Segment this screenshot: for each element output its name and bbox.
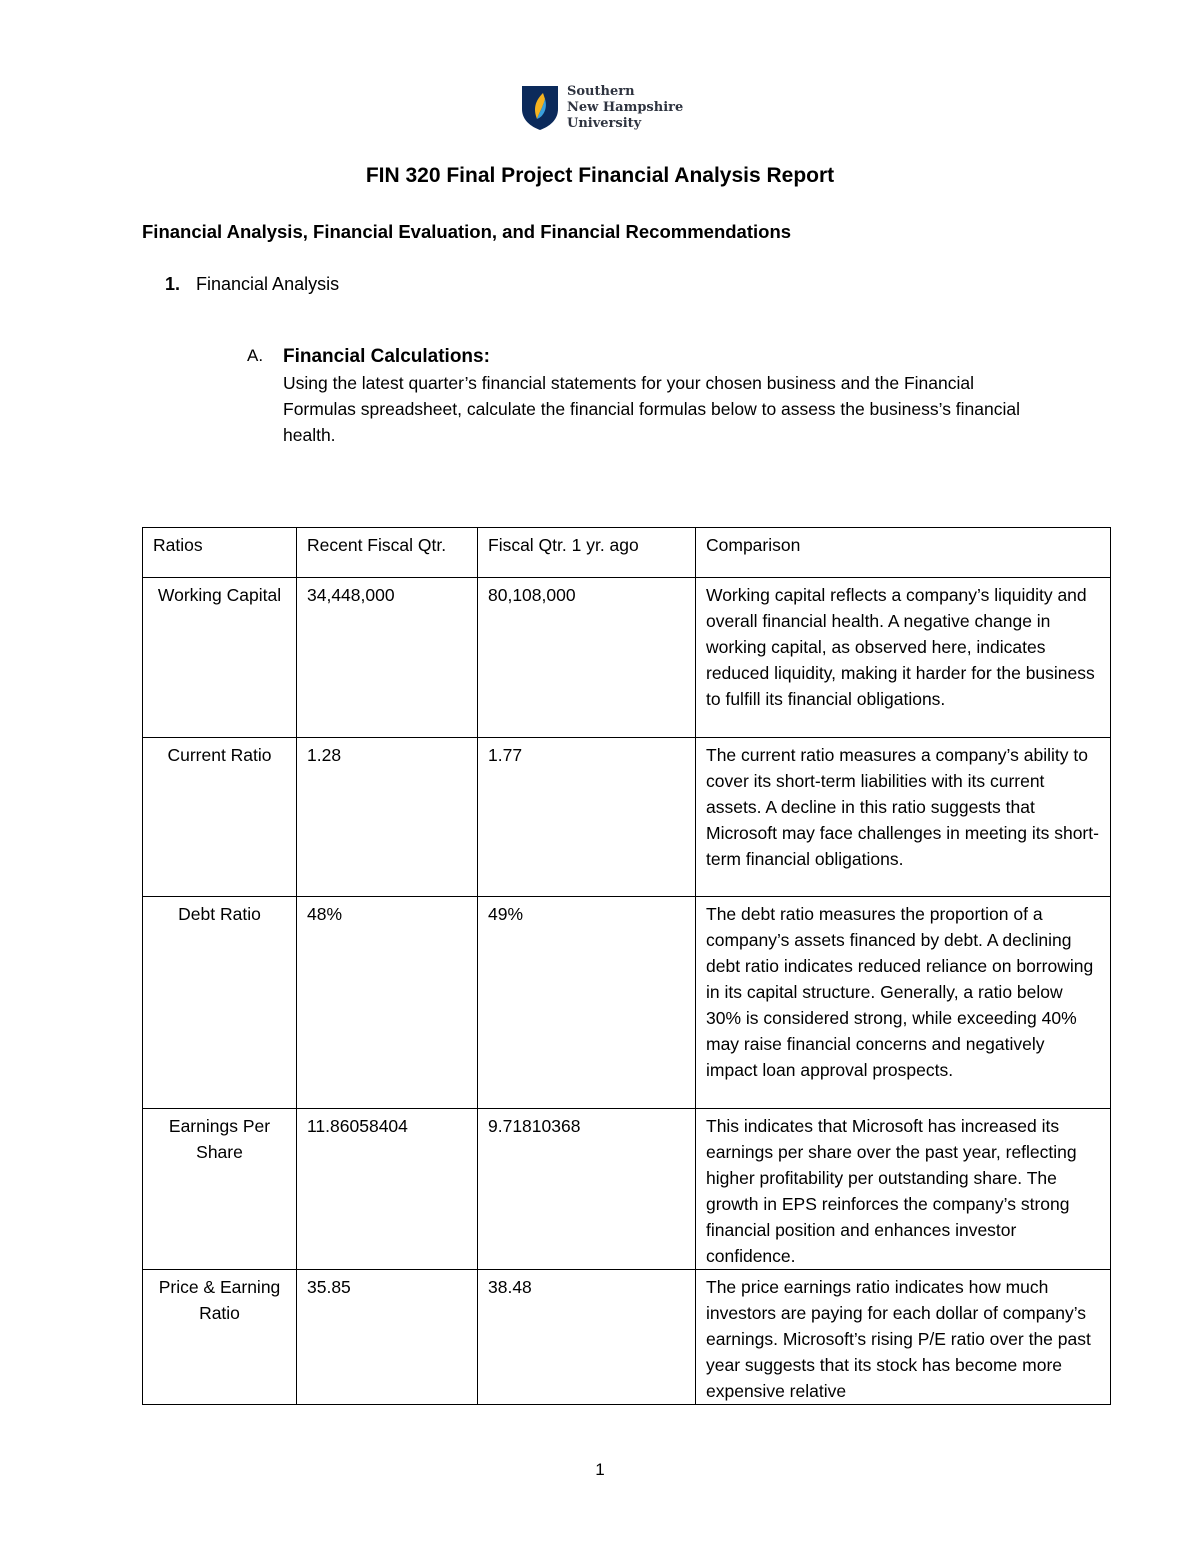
comparison-cell: Working capital reflects a company’s liquidity and overall financial health. A negative change in working capital, as observed here, indicates reduced liquidity, making it harder for the business to fulfill its financial obligations. [696, 578, 1111, 738]
document-subtitle: Financial Analysis, Financial Evaluation, and Financial Recommendations [142, 221, 792, 242]
ratio-cell: Working Capital [143, 578, 297, 738]
recent-cell: 11.86058404 [297, 1109, 478, 1270]
header-cell: Fiscal Qtr. 1 yr. ago [478, 528, 696, 578]
subsection-label: A. [247, 346, 264, 365]
logo-line: New Hampshire [567, 100, 684, 115]
ratio-cell: Current Ratio [143, 738, 297, 897]
prior-cell: 9.71810368 [478, 1109, 696, 1270]
university-logo [521, 84, 683, 132]
recent-cell: 48% [297, 897, 478, 1109]
logo-line: University [567, 116, 642, 131]
table-header-row [143, 528, 1111, 578]
ratio-cell: Price & Earning Ratio [143, 1270, 297, 1405]
prior-cell: 1.77 [478, 738, 696, 897]
comparison-cell: The current ratio measures a company’s ability to cover its short-term liabilities with its current assets. A decline in this ratio suggests that Microsoft may face challenges in meeting its short-term financial obligations. [696, 738, 1111, 897]
ratio-cell: Debt Ratio [143, 897, 297, 1109]
subsection-body: Using the latest quarter’s financial statements for your chosen business and the Financial Formulas spreadsheet, calculate the financial formulas below to assess the business’s financial health. [283, 373, 1021, 445]
header-cell: Comparison [696, 528, 1111, 578]
prior-cell: 38.48 [478, 1270, 696, 1405]
logo-line: Southern [567, 84, 635, 99]
table-row [143, 1109, 1111, 1270]
header-cell: Ratios [143, 528, 297, 578]
recent-cell: 34,448,000 [297, 578, 478, 738]
recent-cell: 35.85 [297, 1270, 478, 1405]
comparison-cell: This indicates that Microsoft has increased its earnings per share over the past year, reflecting higher profitability per outstanding share. The growth in EPS reinforces the company’s strong financial position and enhances investor confidence. [696, 1109, 1111, 1270]
ratio-cell: Earnings Per Share [143, 1109, 297, 1270]
section-label: Financial Analysis [196, 274, 340, 294]
table-row [143, 1270, 1111, 1405]
table-row [143, 578, 1111, 738]
prior-cell: 80,108,000 [478, 578, 696, 738]
table-row [143, 738, 1111, 897]
table-row [143, 897, 1111, 1109]
subsection-a [247, 344, 1027, 448]
ratios-table [142, 527, 1111, 1405]
document-title: FIN 320 Final Project Financial Analysis Report [365, 164, 835, 187]
recent-cell: 1.28 [297, 738, 478, 897]
section-heading [165, 274, 339, 295]
comparison-cell: The debt ratio measures the proportion of a company’s assets financed by debt. A declining debt ratio indicates reduced reliance on borrowing in its capital structure. Generally, a ratio below 30% is considered strong, while exceeding 40% may raise financial concerns and negatively impact loan approval prospects. [696, 897, 1111, 1109]
section-number: 1. [165, 274, 181, 294]
header-cell: Recent Fiscal Qtr. [297, 528, 478, 578]
subsection-heading: Financial Calculations: [283, 346, 490, 367]
shield-flame-icon [521, 85, 559, 131]
comparison-cell: The price earnings ratio indicates how much investors are paying for each dollar of company’s earnings. Microsoft’s rising P/E ratio over the past year suggests that its stock has become more expensive relative [696, 1270, 1111, 1405]
prior-cell: 49% [478, 897, 696, 1109]
page-number: 1 [595, 1460, 605, 1479]
